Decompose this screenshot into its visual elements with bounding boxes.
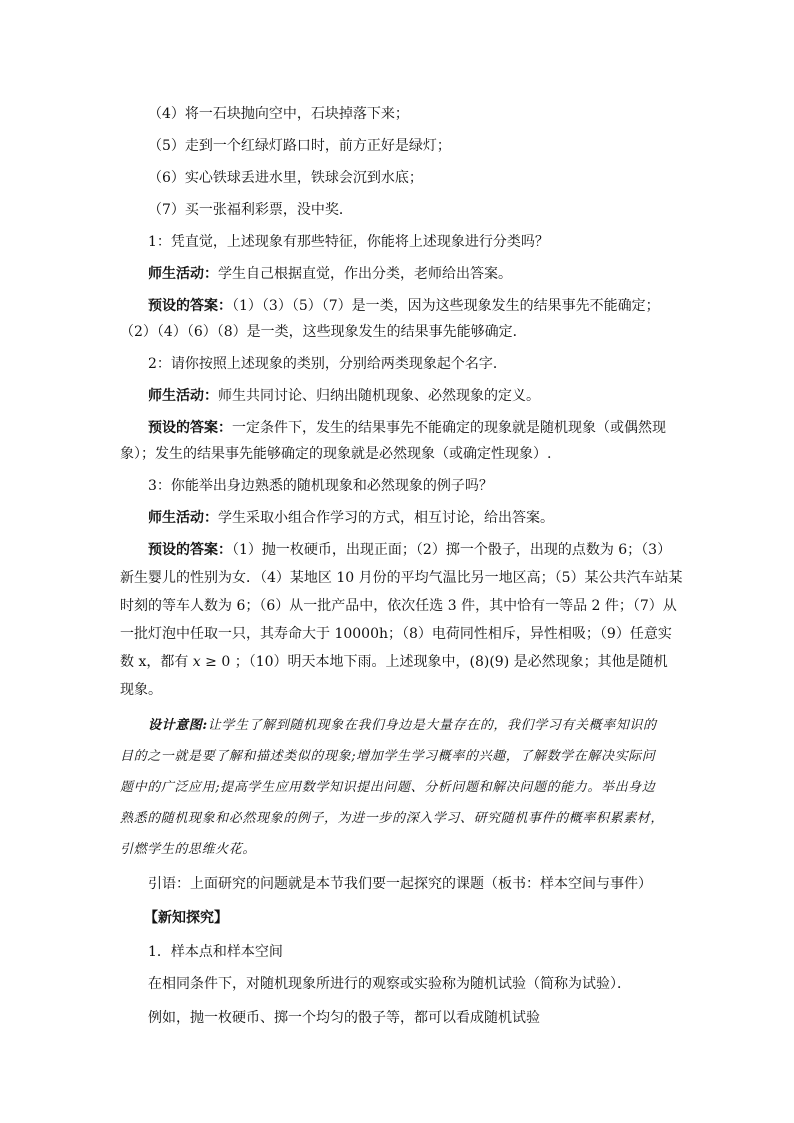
subsection-title: 1．样本点和样本空间: [148, 944, 283, 960]
intro-text: 引语：上面研究的问题就是本节我们要一起探究的课题（板书：样本空间与事件）: [148, 876, 652, 892]
activity-label: 师生活动：: [148, 266, 218, 282]
activity-text: 学生采取小组合作学习的方式，相互讨论，给出答案。: [218, 510, 554, 526]
activity-1: [148, 264, 708, 284]
activity-2: [148, 386, 708, 406]
activity-label: 师生活动：: [148, 510, 218, 526]
item-7: （7）买一张福利彩票，没中奖．: [148, 202, 353, 218]
design-intent-line-2: 目的之一就是要了解和描述类似的现象;增加学生学习概率的兴趣，了解数学在解决实际问: [120, 749, 656, 764]
activity-3: [148, 508, 708, 528]
item-5: （5）走到一个红绿灯路口时，前方正好是绿灯；: [148, 138, 451, 154]
answer-text: 数 x，都有: [120, 654, 193, 670]
answer-text: ≥ 0 ；（10）明天本地下雨。上述现象中，(8)(9) 是必然现象；其他是随机: [200, 654, 668, 670]
section-title: 【新知探究】: [144, 910, 228, 926]
answer-text: （1）（3）（5）（7）是一类，因为这些现象发生的结果事先不能确定；: [232, 298, 660, 314]
design-intent-line-4: 熟悉的随机现象和必然现象的例子，为进一步的深入学习、研究随机事件的概率积累素材，: [120, 811, 665, 826]
answer-2-line-2: 象）；发生的结果事先能够确定的现象就是必然现象（或确定性现象）.: [120, 446, 552, 462]
design-intent-line-3: 题中的广泛应用;提高学生应用数学知识提出问题、分析问题和解决问题的能力。举出身边: [120, 780, 656, 795]
item-4: （4）将一石块抛向空中，石块掉落下来；: [148, 106, 409, 122]
answer-3-line-3: 时刻的等车人数为 6；（6）从一批产品中，依次任选 3 件，其中恰有一等品 2 件；（7）从: [120, 598, 677, 614]
answer-text: （1）抛一枚硬币，出现正面；（2）掷一个骰子，出现的点数为 6；（3）: [232, 542, 672, 558]
math-variable: x: [192, 654, 201, 670]
answer-3-line-6: 现象。: [120, 682, 162, 698]
answer-label: 预设的答案：: [148, 298, 232, 314]
question-2: 2：请你按照上述现象的类别，分别给两类现象起个名字．: [148, 356, 507, 372]
question-1: 1：凭直觉，上述现象有那些特征，你能将上述现象进行分类吗？: [148, 234, 549, 250]
answer-1-line-2: （2）（4）（6）（8）是一类，这些现象发生的结果事先能够确定．: [120, 324, 527, 340]
design-intent-label: 设计意图:: [148, 718, 208, 733]
answer-label: 预设的答案：: [148, 542, 232, 558]
activity-text: 师生共同讨论、归纳出随机现象、必然现象的定义。: [218, 388, 540, 404]
design-intent-text: 让学生了解到随机现象在我们身边是大量存在的，我们学习有关概率知识的: [207, 718, 657, 733]
definition-text: 在相同条件下，对随机现象所进行的观察或实验称为随机试验（简称为试验）．: [148, 976, 631, 992]
answer-text: 一定条件下，发生的结果事先不能确定的现象就是随机现象（或偶然现: [232, 420, 666, 436]
answer-2-line-1: [148, 418, 708, 438]
answer-3-line-1: [148, 540, 708, 560]
answer-1-line-1: [148, 296, 708, 316]
question-3: 3：你能举出身边熟悉的随机现象和必然现象的例子吗？: [148, 478, 493, 494]
answer-label: 预设的答案：: [148, 420, 232, 436]
activity-text: 学生自己根据直觉，作出分类，老师给出答案。: [218, 266, 512, 282]
answer-3-line-5: [120, 652, 680, 672]
example-text: 例如，抛一枚硬币、掷一个均匀的骰子等，都可以看成随机试验: [148, 1010, 540, 1026]
activity-label: 师生活动：: [148, 388, 218, 404]
answer-3-line-2: 新生婴儿的性别为女．（4）某地区 10 月份的平均气温比另一地区高；（5）某公共汽车站某: [120, 570, 683, 586]
design-intent-line-5: 引燃学生的思维火花。: [120, 842, 257, 857]
answer-3-line-4: 一批灯泡中任取一只，其寿命大于 10000h；（8）电荷同性相斥，异性相吸；（9）任意实: [120, 626, 672, 642]
item-6: （6）实心铁球丢进水里，铁球会沉到水底；: [148, 170, 423, 186]
design-intent-line-1: [148, 716, 708, 736]
